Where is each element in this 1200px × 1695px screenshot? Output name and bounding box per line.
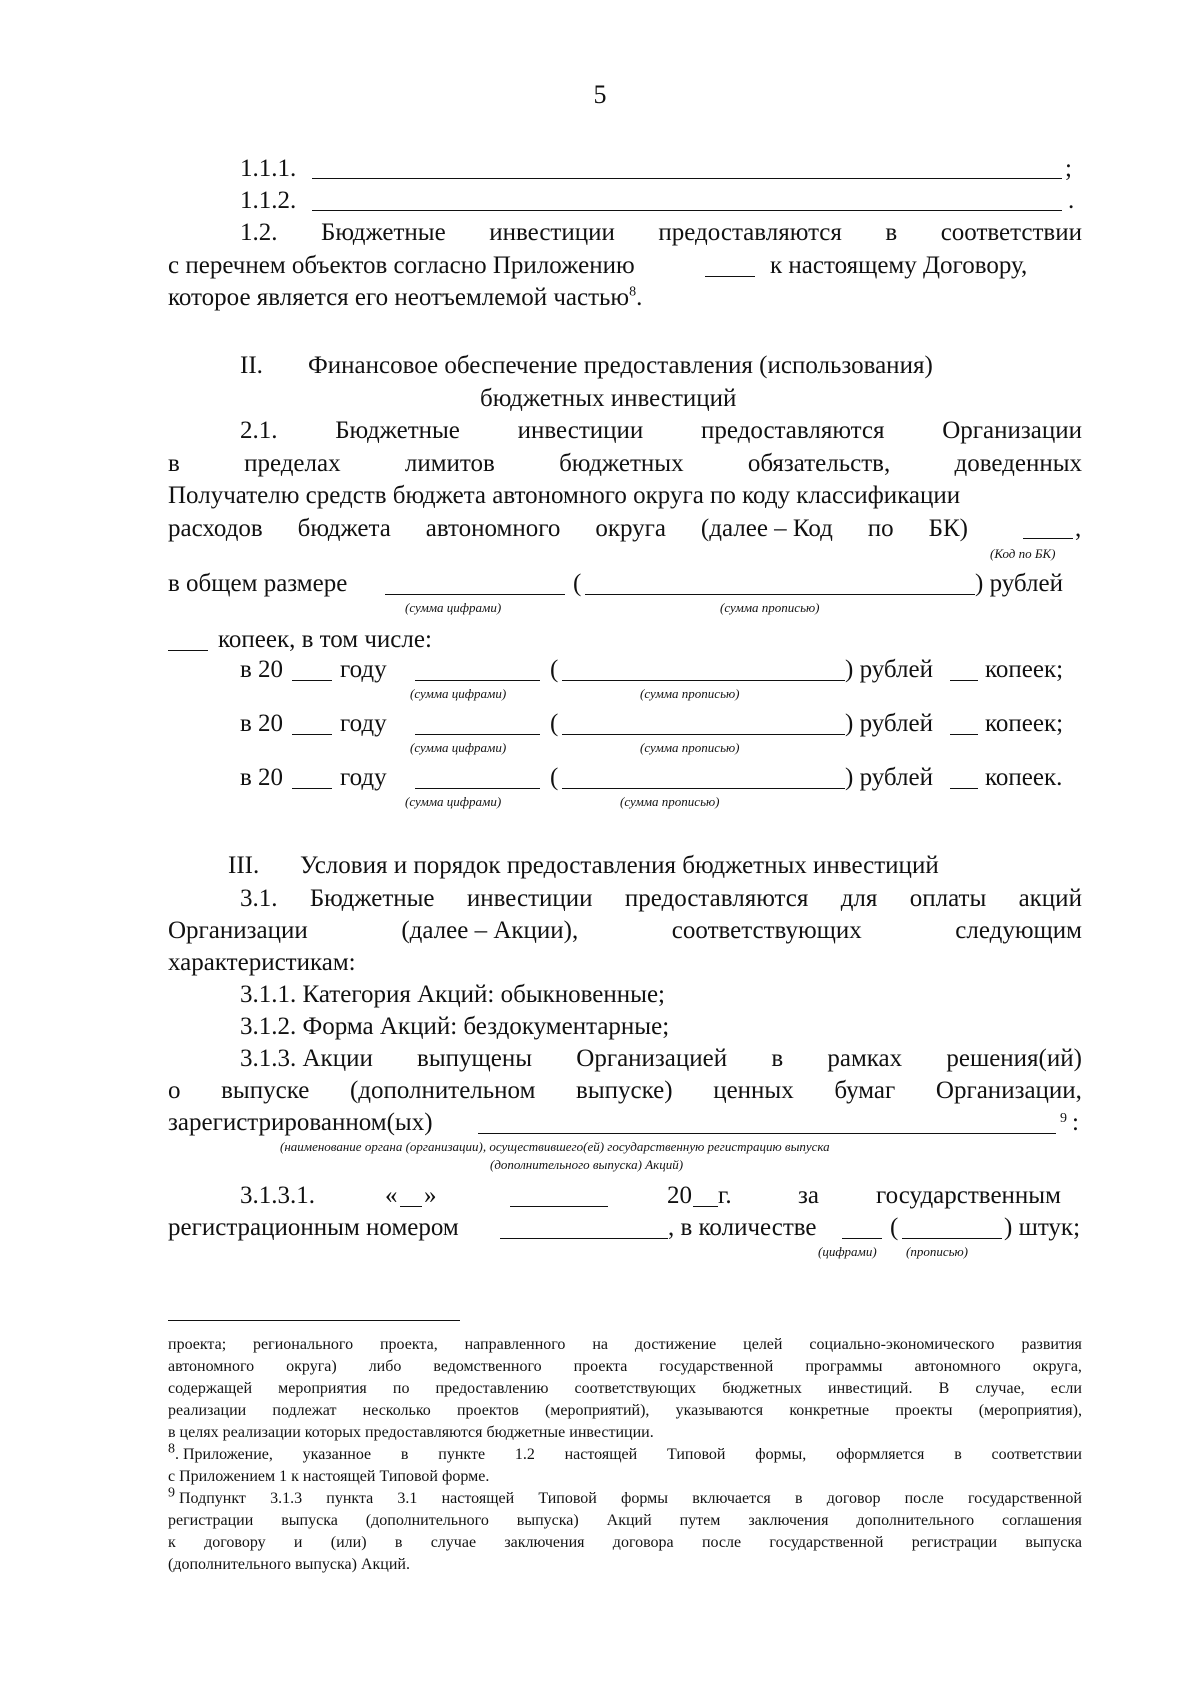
section-2-roman: II. [240,352,263,379]
blank-appendix-number[interactable] [705,276,755,277]
word: (мероприятия), [978,1402,1082,1419]
word: Организации [168,917,308,944]
word: заключения [504,1534,585,1551]
label-cifr: (цифрами) [818,1244,877,1259]
pieces: ) штук; [1004,1214,1081,1241]
blank-year-1-words[interactable] [562,680,845,681]
blank-reg-number[interactable] [500,1238,668,1239]
footnote-9-line2 [168,1510,1082,1532]
year-g: г. [718,1182,732,1209]
word: Организации, [935,1077,1082,1104]
section-3-roman: III. [228,852,260,879]
item-3-1-2: 3.1.2. Форма Акций: бездокументарные; [240,1013,670,1040]
word: случае [430,1534,477,1551]
p21-line4 [168,513,968,545]
word: договора [612,1534,674,1551]
word: в [394,1534,403,1551]
word: предоставляются [700,417,885,444]
word: и [293,1534,303,1551]
word: Организации [942,417,1082,444]
word: реализации [168,1402,247,1419]
footnote-divider [168,1320,460,1321]
label-sum-digits: (сумма цифрами) [405,794,502,809]
word: достижение [634,1336,717,1353]
blank-day[interactable] [400,1206,422,1207]
footnote-8-line2: с Приложением 1 к настоящей Типовой форме. [168,1468,490,1485]
blank-year-2-digits[interactable] [415,734,540,735]
word: соглашения [1002,1512,1082,1529]
footnote-cont-line4 [168,1400,1082,1422]
word: развития [1021,1336,1082,1353]
word: выпуска [1025,1534,1082,1551]
p12-line2b: к настоящему Договору, [770,252,1028,279]
word: содержащей [168,1380,253,1397]
word: государственной [659,1358,774,1375]
word: дополнительного [856,1512,975,1529]
footnote-ref-8: 8 [629,284,637,300]
word: Типовой [538,1490,597,1507]
word: в [794,1490,803,1507]
word: предоставлению [435,1380,549,1397]
word: настоящей [441,1490,515,1507]
word: после [904,1490,944,1507]
word: следующим [955,917,1082,944]
blank-qty-words[interactable] [902,1238,1002,1239]
item-1-1-1: 1.1.1. [240,155,297,182]
word: инвестиции [489,219,615,246]
word: автономного [425,515,561,542]
word: ценных [713,1077,794,1104]
word: предоставляются [658,219,842,246]
item-3-1-3-1: 3.1.3.1. [240,1182,315,1209]
word: государственной [967,1490,1082,1507]
blank-1-1-1[interactable] [312,178,1062,179]
p12-num: 1.2. [240,219,278,246]
word: включается [692,1490,771,1507]
comma: , [1075,515,1082,542]
word: настоящей [564,1446,638,1463]
blank-registration-organ[interactable] [478,1133,1056,1134]
rub-close: ) рублей [845,764,933,791]
p313-line1 [240,1043,1082,1075]
p21-line1 [240,415,1082,447]
word: инвестиции [517,417,644,444]
kop-end: копеек; [985,710,1064,737]
blank-year-1-digits[interactable] [415,680,540,681]
label-organ-line1: (наименование органа (организации), осуществившего(ей) государственную регистрацию выпуска [280,1139,830,1154]
quote-open: « [385,1182,398,1209]
blank-year-3[interactable] [292,788,332,789]
word: 3.1.3 [270,1490,303,1507]
p31-line2 [168,915,1082,947]
za: за [798,1182,819,1209]
label-kod-bk: (Код по БК) [990,546,1056,561]
word: решения(ий) [946,1045,1082,1072]
word: 3.1. [240,885,278,912]
blank-year-3-words[interactable] [562,788,845,789]
label-sum-digits: (сумма цифрами) [410,740,507,755]
word: Акций [606,1512,652,1529]
word: инвестиций. [828,1380,913,1397]
footnote-9-line1 [168,1485,1082,1510]
word: регистрации [911,1534,998,1551]
word: бюджетных [559,450,684,477]
footnote-9-line4: (дополнительного выпуска) Акций. [168,1556,410,1573]
open-paren: ( [550,764,559,791]
footnote-9-line3 [168,1532,1082,1554]
word: ведомственного [433,1358,542,1375]
word: предоставляются [624,885,809,912]
word: В [938,1380,950,1397]
word: (дополнительного [365,1512,489,1529]
word: социально-экономического [809,1336,995,1353]
word: по [867,515,894,542]
word: пределах [244,450,341,477]
word: 3.1.3. Акции [240,1045,373,1072]
kopeks-line: копеек, в том числе: [218,626,432,653]
word: проекта; [168,1336,227,1353]
blank-qty-digits[interactable] [842,1238,882,1239]
reg-prefix: регистрационным номером [168,1214,459,1241]
word: инвестиции [466,885,593,912]
word: на [592,1336,608,1353]
word: договору [204,1534,266,1551]
word: в [400,1446,409,1463]
word: указанное [302,1446,372,1463]
word: . Приложение, [175,1446,273,1463]
blank-kod-bk[interactable] [1023,538,1073,539]
word: пункта [326,1490,374,1507]
label-sum-words: (сумма прописью) [640,686,740,701]
p313-line2 [168,1075,1082,1107]
year-prefix: в 20 [240,656,284,683]
word: обязательств, [747,450,891,477]
word: указываются [675,1402,764,1419]
word: 2.1. [240,417,278,444]
word: соответствующих [671,917,862,944]
word: о [168,1077,181,1104]
label-sum-words: (сумма прописью) [640,740,740,755]
blank-year-3-kop[interactable] [950,788,978,789]
word: к [168,1534,176,1551]
blank-year-2[interactable] [292,734,332,735]
rub-close: ) рублей [845,656,933,683]
word: после [701,1534,742,1551]
word: (дополнительном [349,1077,536,1104]
word: по [392,1380,410,1397]
section-2-title-line2: бюджетных инвестиций [480,385,737,412]
word: выпуска) [516,1512,579,1529]
p21-line3: Получателю средств бюджета автономного округа по коду классификации [168,482,961,509]
word: в [771,1045,784,1072]
semicolon: ; [1065,155,1072,182]
kop-end: копеек. [985,764,1063,791]
label-sum-digits: (сумма цифрами) [405,600,502,615]
word: либо [368,1358,402,1375]
word: государственной [769,1534,884,1551]
blank-year-1-kop[interactable] [950,680,978,681]
p12-line3-text: которое является его неотъемлемой частью [168,284,630,311]
word: округа, [1032,1358,1082,1375]
word: расходов [168,515,263,542]
footnote-8-line1 [168,1441,1082,1466]
word: выпущены [417,1045,533,1072]
word: выпуске) [576,1077,673,1104]
word: бюджета [297,515,391,542]
word: бюджетных [722,1380,802,1397]
open-paren: ( [550,710,559,737]
word: доведенных [954,450,1082,477]
blank-year-2-words[interactable] [562,734,845,735]
open-paren: ( [890,1214,899,1241]
word: (или) [330,1534,367,1551]
year-prefix: в 20 [240,710,284,737]
word: автономного [914,1358,1001,1375]
footnote-cont-line1 [168,1334,1082,1356]
blank-year-2-kop[interactable] [950,734,978,735]
blank-month[interactable] [510,1206,608,1207]
rub-close: ) рублей [975,570,1063,597]
word: пункте [438,1446,486,1463]
item-1-1-2: 1.1.2. [240,187,297,214]
year-prefix: в 20 [240,764,284,791]
p12-line2a: с перечнем объектов согласно Приложению [168,252,635,279]
gos: государственным [876,1182,1061,1209]
word: рамках [827,1045,903,1072]
colon: : [1072,1109,1079,1136]
label-sum-digits: (сумма цифрами) [410,686,507,701]
blank-total-words[interactable] [585,594,975,595]
word: выпуска [281,1512,338,1529]
blank-year-3-digits[interactable] [415,788,540,789]
word: конкретные [789,1402,870,1419]
word: Бюджетные [309,885,435,912]
p12-line3: которое является его неотъемлемой частью$^8$. [168,284,643,311]
quantity-label: , в количестве [668,1214,817,1241]
quote-close: » [424,1182,437,1209]
word: оплаты [909,885,987,912]
footnote-cont-last: в целях реализации которых предоставляются бюджетные инвестиции. [168,1424,654,1441]
word: если [1050,1380,1082,1397]
word: (мероприятий), [544,1402,650,1419]
word: договор [826,1490,881,1507]
section-2-title-line1: Финансовое обеспечение предоставления (использования) [308,352,933,379]
p31-line3: характеристикам: [168,949,356,976]
word: соответствующих [574,1380,697,1397]
word: формы, [755,1446,807,1463]
blank-1-1-2[interactable] [312,210,1062,211]
word: проектов [456,1402,519,1419]
open-paren: ( [550,656,559,683]
year-word: году [340,656,387,683]
word: направленного [464,1336,566,1353]
word: заключения [748,1512,829,1529]
blank-kopeks[interactable] [168,650,208,651]
word: проекты [895,1402,953,1419]
word: Бюджетные [335,417,460,444]
p31-line1 [240,883,1082,915]
page-number: 5 [593,80,607,109]
word: округа) [286,1358,337,1375]
p12-line1 [240,217,1082,249]
total-prefix: в общем размере [168,570,348,597]
word: регистрации [168,1512,254,1529]
word: Организацией [576,1045,728,1072]
period: . [1068,187,1075,214]
label-sum-words: (сумма прописью) [720,600,820,615]
word: регионального [253,1336,354,1353]
word: путем [679,1512,721,1529]
word: лимитов [404,450,495,477]
word: программы [805,1358,883,1375]
open-paren: ( [573,570,582,597]
word: оформляется [836,1446,925,1463]
word: подлежат [272,1402,337,1419]
word: формы [621,1490,669,1507]
word: акций [1018,885,1082,912]
word: проекта, [379,1336,438,1353]
p21-line2 [168,448,1082,480]
blank-year-1[interactable] [292,680,332,681]
footnote-8-mark: 8 [168,1441,175,1457]
year-20: 20 [667,1182,692,1209]
footnote-cont-line3 [168,1378,1082,1400]
kop-end: копеек; [985,656,1064,683]
word: целей [743,1336,783,1353]
word: Типовой [666,1446,726,1463]
footnote-cont-line2 [168,1356,1082,1378]
p313-line3: зарегистрированном(ых) [168,1109,433,1136]
word: Подпункт [179,1490,246,1507]
item-3-1-1: 3.1.1. Категория Акций: обыкновенные; [240,981,665,1008]
word: для [840,885,878,912]
year-word: году [340,710,387,737]
label-organ-line2: (дополнительного выпуска) Акций) [490,1157,684,1172]
section-3-title: Условия и порядок предоставления бюджетных инвестиций [300,852,939,879]
year-word: году [340,764,387,791]
word: 1.2 [514,1446,535,1463]
word: мероприятия [278,1380,367,1397]
word: выпуске [221,1077,310,1104]
word: округа [595,515,666,542]
word: проекта [573,1358,628,1375]
word: 3.1 [397,1490,418,1507]
blank-year[interactable] [693,1206,718,1207]
word: соответствии [940,219,1082,246]
word: в [168,450,180,477]
blank-total-digits[interactable] [385,594,565,595]
rub-close: ) рублей [845,710,933,737]
word: (далее – Акции), [401,917,579,944]
word: автономного [168,1358,255,1375]
word: БК) [928,515,968,542]
label-sum-words: (сумма прописью) [620,794,720,809]
word: соответствии [991,1446,1082,1463]
word: в [885,219,898,246]
word: несколько [362,1402,431,1419]
word: в [954,1446,962,1463]
word: Бюджетные [320,219,446,246]
footnote-ref-9: 9 [1060,1111,1067,1126]
word: бумаг [834,1077,896,1104]
footnote-9-mark: 9 [168,1485,175,1501]
word: (далее – Код [700,515,833,542]
word: случае, [975,1380,1025,1397]
label-prop: (прописью) [906,1244,969,1259]
